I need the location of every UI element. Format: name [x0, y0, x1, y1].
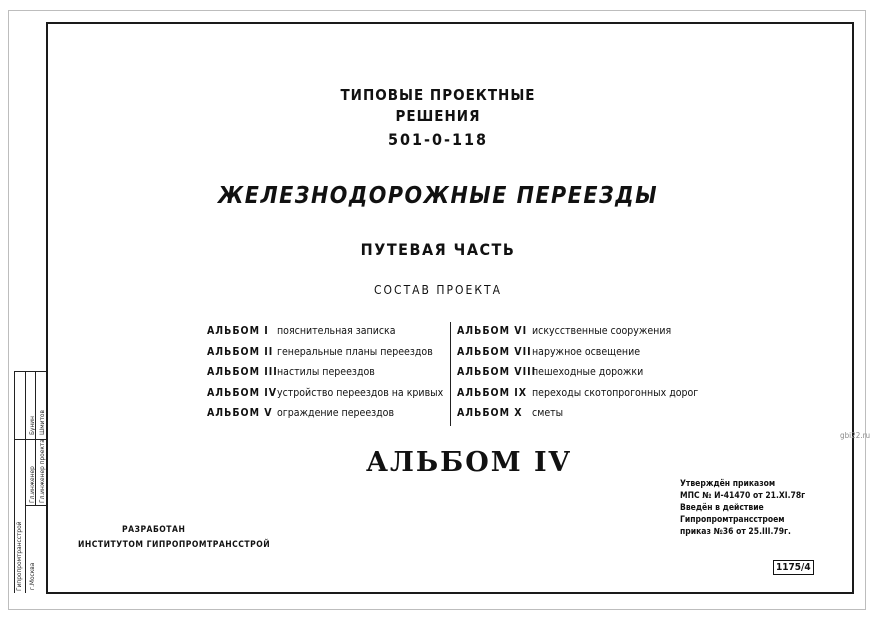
album-title: переходы скотопрогонных дорог — [532, 386, 699, 399]
list-item — [207, 342, 443, 363]
list-item — [457, 383, 698, 404]
album-title: ограждение переездов — [277, 407, 395, 419]
approval-line: приказ №36 от 25.III.79г. — [680, 527, 791, 537]
album-label: АЛЬБОМ X — [457, 407, 523, 419]
album-label: АЛЬБОМ I — [207, 325, 269, 337]
album-label: АЛЬБОМ VII — [457, 345, 532, 358]
album-label: АЛЬБОМ IX — [457, 386, 528, 399]
album-title: пешеходные дорожки — [532, 366, 644, 378]
albums-right-list — [457, 321, 698, 424]
album-label: АЛЬБОМ II — [207, 345, 274, 358]
album-title: сметы — [532, 407, 564, 419]
approval-line: Гипропромтрансстроем — [680, 515, 785, 525]
list-item — [457, 342, 698, 363]
stamp-role: Гл.инженер проекта — [38, 439, 46, 503]
approval-line: Утверждён приказом — [680, 479, 776, 489]
stamp-city: г.Москва — [28, 562, 36, 590]
watermark: gbi22.ru — [840, 431, 871, 440]
album-label: АЛЬБОМ III — [207, 366, 278, 378]
main-title: ЖЕЛЕЗНОДОРОЖНЫЕ ПЕРЕЕЗДЫ — [217, 183, 659, 209]
stamp-divider — [25, 371, 26, 593]
current-album-title: АЛЬБОМ IV — [366, 447, 572, 478]
series-number: 501-0-118 — [387, 130, 489, 149]
album-label: АЛЬБОМ IV — [207, 386, 278, 399]
list-item — [457, 321, 698, 342]
approval-line: МПС № И-41470 от 21.XI.78г — [680, 491, 806, 501]
albums-left-list — [207, 321, 443, 424]
approval-stamp — [14, 371, 46, 593]
developer-line: ИНСТИТУТОМ ГИПРОПРОМТРАНССТРОЙ — [78, 540, 271, 550]
album-title: наружное освещение — [532, 345, 641, 358]
developer-note — [78, 523, 270, 553]
approval-note — [680, 478, 805, 538]
part-title: ПУТЕВАЯ ЧАСТЬ — [360, 240, 516, 259]
stamp-org: Гипропромтрансстрой — [15, 521, 23, 591]
album-title: генеральные планы переездов — [277, 345, 433, 358]
sheet-code: 1175/4 — [773, 560, 814, 575]
stamp-name: Бунин — [28, 416, 36, 435]
album-title: искусственные сооружения — [532, 325, 672, 337]
album-title: устройство переездов на кривых — [277, 386, 444, 399]
list-item — [207, 362, 443, 383]
album-title: настилы переездов — [277, 366, 375, 378]
list-item — [457, 403, 698, 424]
series-line-2: РЕШЕНИЯ — [395, 107, 481, 125]
album-label: АЛЬБОМ VIII — [457, 366, 537, 378]
approval-line: Введён в действие — [680, 503, 764, 513]
composition-heading: СОСТАВ ПРОЕКТА — [374, 283, 502, 297]
list-item — [207, 403, 443, 424]
album-label: АЛЬБОМ V — [207, 407, 273, 419]
series-line-1: ТИПОВЫЕ ПРОЕКТНЫЕ — [340, 86, 536, 104]
stamp-role: Гл.инженер — [28, 466, 36, 503]
developer-line: РАЗРАБОТАН — [122, 525, 186, 535]
list-item — [207, 321, 443, 342]
stamp-name: Шмитов — [38, 410, 46, 435]
stamp-divider — [14, 371, 46, 372]
stamp-divider — [25, 505, 46, 506]
list-item — [207, 383, 443, 404]
album-title: пояснительная записка — [277, 325, 396, 337]
list-item — [457, 362, 698, 383]
column-divider — [450, 322, 451, 426]
album-label: АЛЬБОМ VI — [457, 325, 528, 337]
